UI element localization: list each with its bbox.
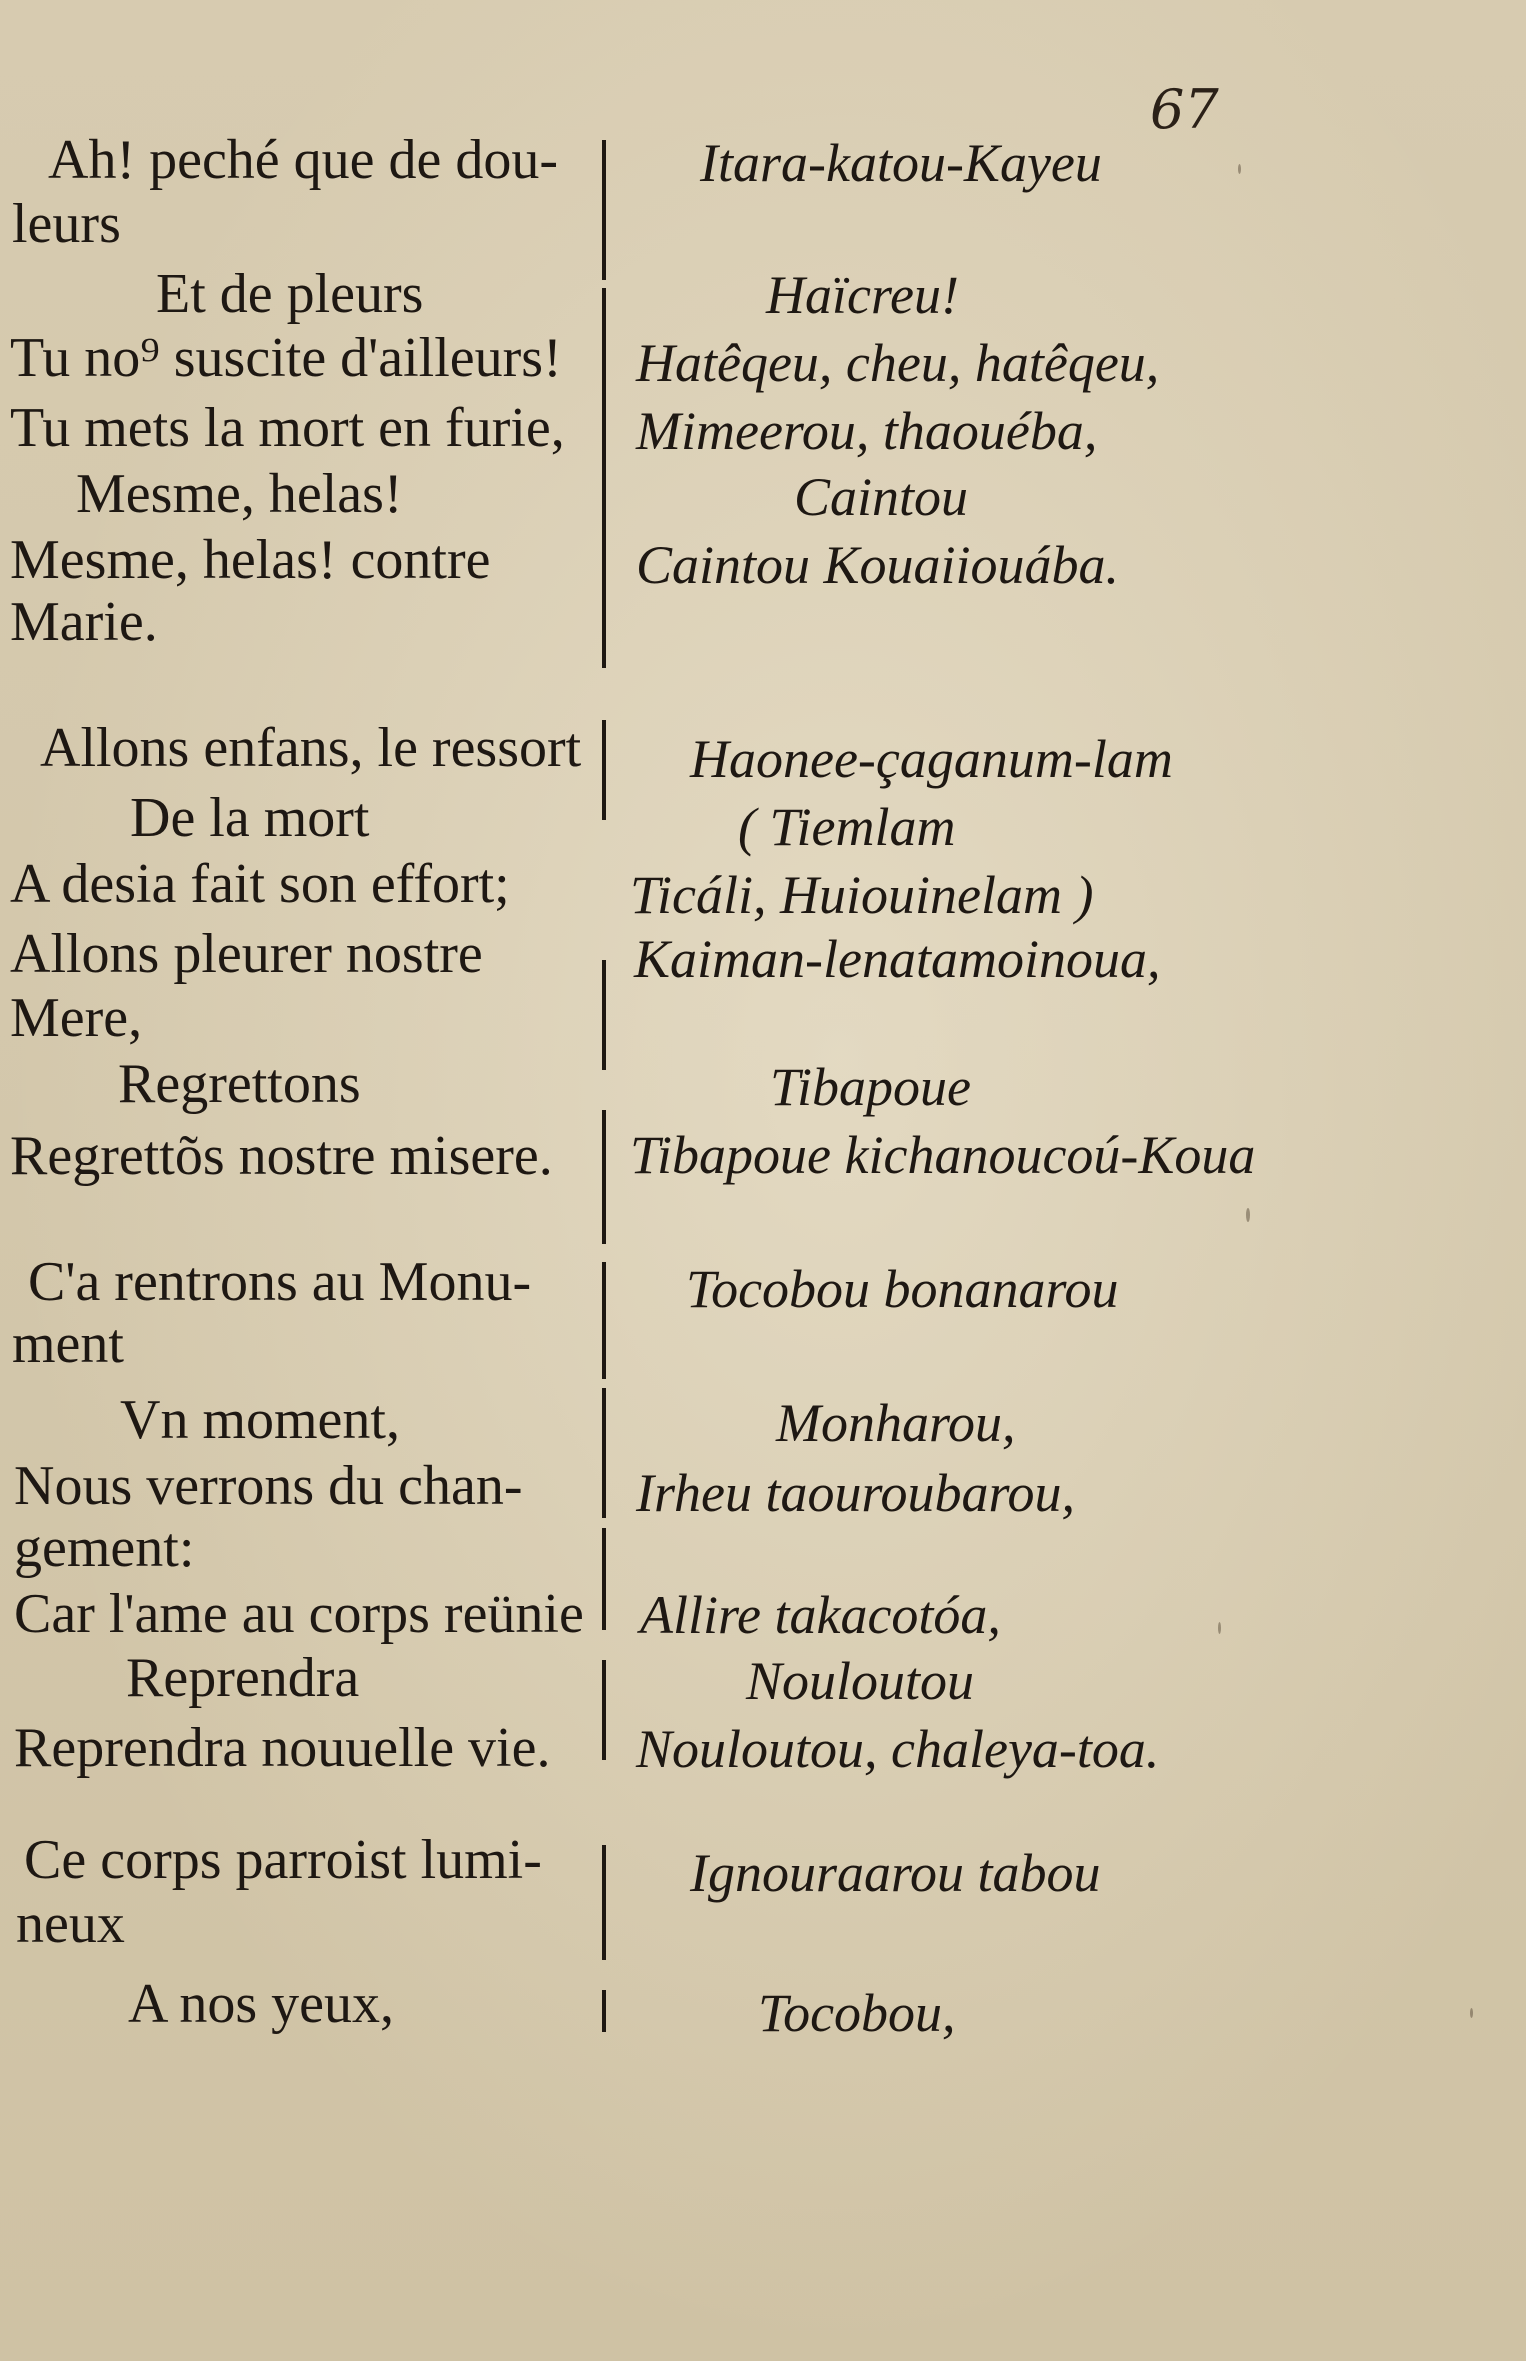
french-line: Vn moment,: [120, 1389, 400, 1451]
french-line: gement:: [14, 1517, 195, 1579]
carib-line: Ignouraarou tabou: [690, 1843, 1101, 1903]
french-line: Ce corps parroist lumi-: [24, 1829, 542, 1891]
carib-line: Hatêqeu, cheu, hatêqeu,: [636, 333, 1160, 393]
french-line: Regrettõs nostre misere.: [10, 1125, 553, 1187]
carib-line: Haonee-çaganum-lam: [690, 729, 1173, 789]
french-line: ment: [12, 1313, 124, 1375]
french-line: Tu no⁹ suscite d'ailleurs!: [10, 327, 562, 389]
column-divider: [602, 1845, 606, 1960]
french-line: leurs: [12, 193, 121, 255]
french-line: A nos yeux,: [128, 1973, 394, 2035]
french-line: neux: [16, 1893, 125, 1955]
carib-line: Tocobou bonanarou: [686, 1259, 1119, 1319]
column-divider: [602, 1388, 606, 1518]
french-line: Allons enfans, le ressort: [40, 717, 582, 779]
carib-line: Nouloutou, chaleya-toa.: [636, 1719, 1160, 1779]
column-divider: [602, 140, 606, 280]
french-line: Mesme, helas!: [76, 463, 403, 525]
column-divider: [602, 960, 606, 1070]
french-line: Allons pleurer nostre: [10, 923, 483, 985]
french-line: A desia fait son effort;: [10, 853, 510, 915]
french-line: Reprendra nouuelle vie.: [14, 1717, 551, 1779]
carib-line: Tocobou,: [758, 1983, 956, 2043]
carib-line: Caintou: [794, 467, 969, 527]
column-divider: [602, 288, 606, 668]
carib-line: Allire takacotóa,: [640, 1585, 1001, 1645]
carib-line: Monharou,: [776, 1393, 1016, 1453]
page-number: 67: [1150, 78, 1219, 141]
french-line: Tu mets la mort en furie,: [10, 397, 565, 459]
carib-line: Tibapoue kichanoucoú-Koua: [630, 1125, 1256, 1185]
column-divider: [602, 1528, 606, 1630]
carib-line: Caintou Kouaiiouába.: [636, 535, 1120, 595]
french-line: Nous verrons du chan-: [14, 1455, 523, 1517]
carib-line: Ticáli, Huiouinelam ): [630, 865, 1094, 925]
paper-speck: [1246, 1208, 1250, 1222]
carib-line: Itara-katou-Kayeu: [700, 133, 1102, 193]
french-line: C'a rentrons au Monu-: [28, 1251, 532, 1313]
carib-line: Irheu taouroubarou,: [636, 1463, 1076, 1523]
paper-speck: [1238, 164, 1241, 174]
column-divider: [602, 1110, 606, 1244]
column-divider: [602, 1990, 606, 2032]
paper-speck: [1470, 2008, 1473, 2018]
french-line: Et de pleurs: [156, 263, 424, 325]
french-line: De la mort: [130, 787, 370, 849]
french-line: Regrettons: [118, 1053, 361, 1115]
paper-speck: [1218, 1622, 1221, 1634]
carib-line: Nouloutou: [746, 1651, 975, 1711]
french-line: Car l'ame au corps reünie: [14, 1583, 584, 1645]
carib-line: Kaiman-lenatamoinoua,: [634, 929, 1161, 989]
column-divider: [602, 1262, 606, 1379]
french-line: Mere,: [10, 987, 143, 1049]
french-line: Mesme, helas! contre: [10, 529, 491, 591]
carib-line: Haïcreu!: [766, 265, 959, 325]
carib-line: Mimeerou, thaouéba,: [636, 401, 1098, 461]
carib-line: Tibapoue: [770, 1057, 972, 1117]
carib-line: ( Tiemlam: [738, 797, 956, 857]
french-line: Reprendra: [126, 1647, 360, 1709]
column-divider: [602, 720, 606, 820]
french-line: Marie.: [10, 591, 158, 653]
french-line: Ah! peché que de dou-: [48, 129, 559, 191]
column-divider: [602, 1660, 606, 1760]
